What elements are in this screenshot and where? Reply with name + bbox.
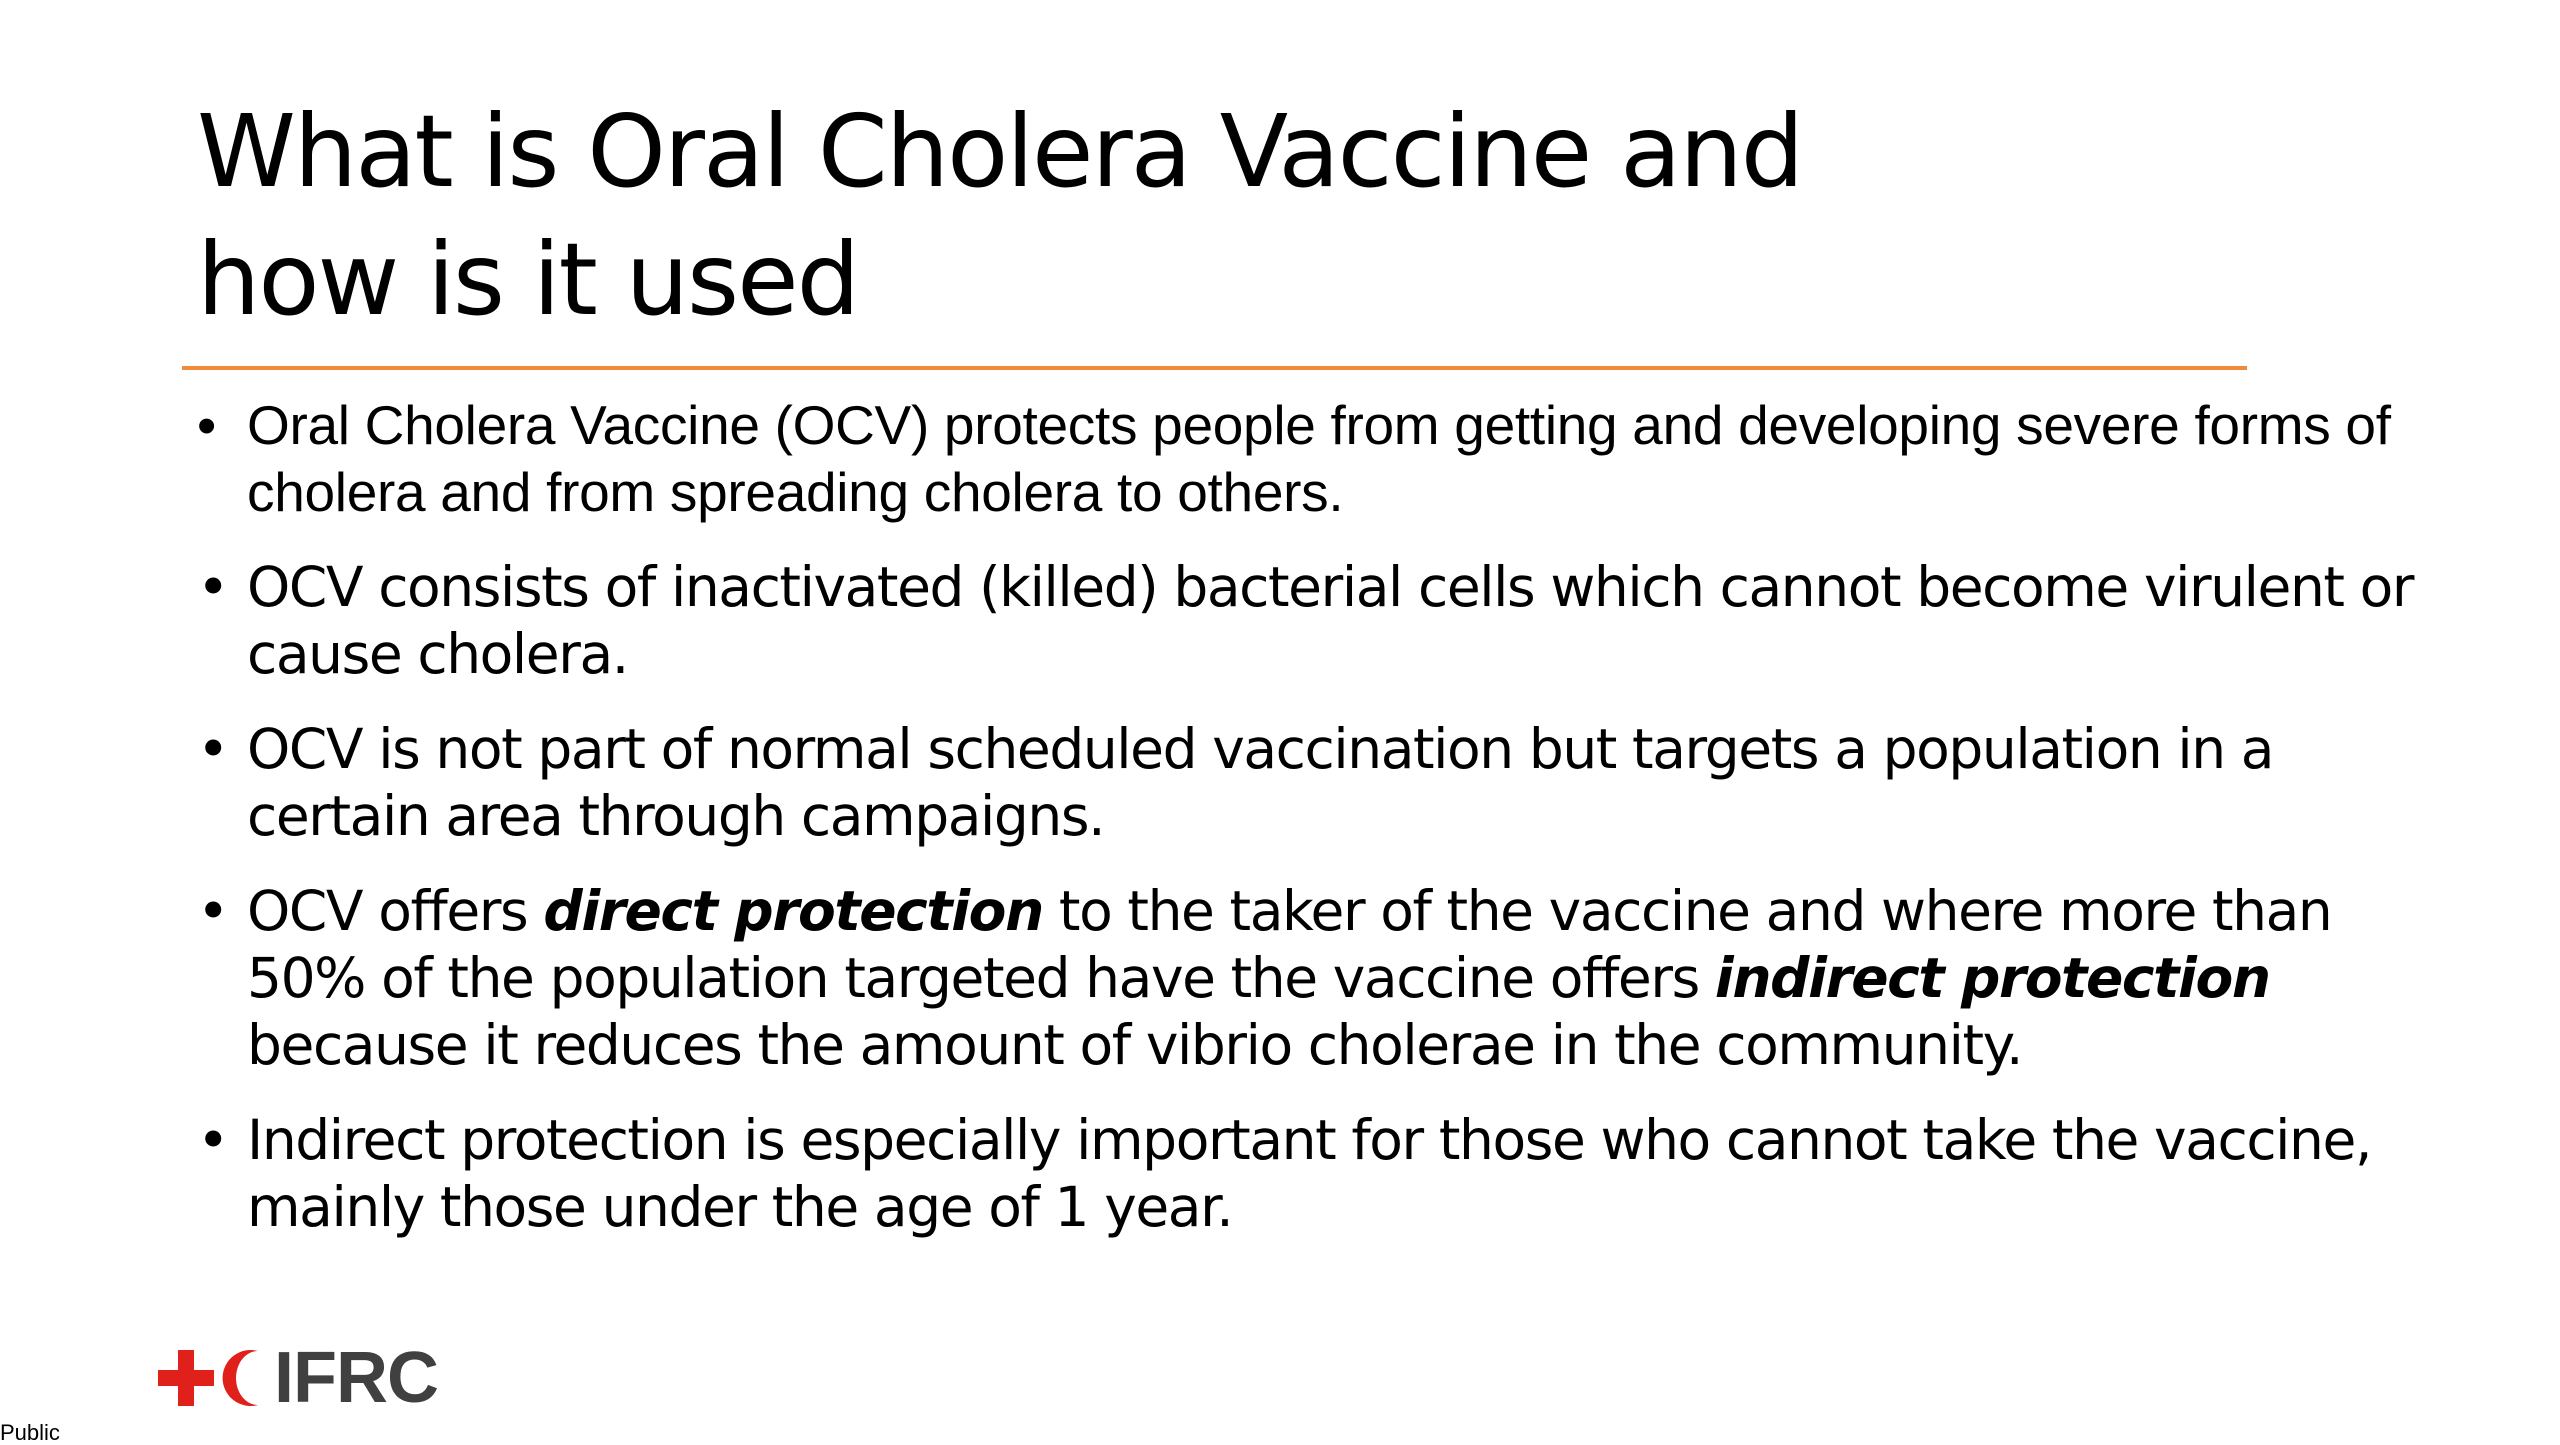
emphasis-direct-protection: direct protection: [543, 879, 1043, 943]
bullet-marker: •: [197, 879, 229, 943]
bullet-list: [197, 392, 2417, 1269]
red-cross-red-crescent-icon: [156, 1345, 268, 1411]
classification-label: Public: [0, 1420, 60, 1445]
bullet-text: OCV consists of inactivated (killed) bacterial cells which cannot become virulent or cause cholera.: [247, 555, 2414, 686]
bullet-text: Oral Cholera Vaccine (OCV) protects people from getting and developing severe forms of cholera and from spreading cholera to others.: [247, 394, 2391, 523]
slide-title-line-2: how is it used: [197, 221, 859, 338]
title-underline: [182, 366, 2247, 370]
bullet-item: [197, 716, 2417, 850]
ifrc-logo: [156, 1338, 438, 1418]
title-underline-bar: [182, 366, 2247, 370]
bullet-text-part: because it reduces the amount of vibrio cholerae in the community.: [247, 1013, 2023, 1077]
bullet-item: [197, 878, 2417, 1079]
slide-title: [197, 88, 2097, 344]
ifrc-logo-text: IFRC: [274, 1338, 438, 1418]
bullet-text: OCV is not part of normal scheduled vaccination but targets a population in a certain area through campaigns.: [247, 717, 2274, 848]
red-crescent-shape: [223, 1350, 258, 1406]
bullet-item: [197, 1107, 2417, 1241]
bullet-marker: •: [197, 1108, 229, 1172]
slide-title-line-1: What is Oral Cholera Vaccine and: [197, 93, 1803, 210]
bullet-marker: •: [197, 717, 229, 781]
bullet-text: Indirect protection is especially important for those who cannot take the vaccine, mainly those under the age of 1 year.: [247, 1108, 2372, 1239]
bullet-text-part: OCV offers: [247, 879, 544, 943]
bullet-item: [197, 554, 2417, 688]
red-cross-vertical: [178, 1350, 194, 1406]
emphasis-indirect-protection: indirect protection: [1714, 946, 2270, 1010]
bullet-marker: •: [197, 394, 216, 456]
bullet-item: [197, 392, 2417, 526]
bullet-marker: •: [197, 555, 229, 619]
bullet-text-part: to the taker of the vaccine and where more than 50% of the population targeted have the vaccine offers: [247, 879, 2332, 1010]
